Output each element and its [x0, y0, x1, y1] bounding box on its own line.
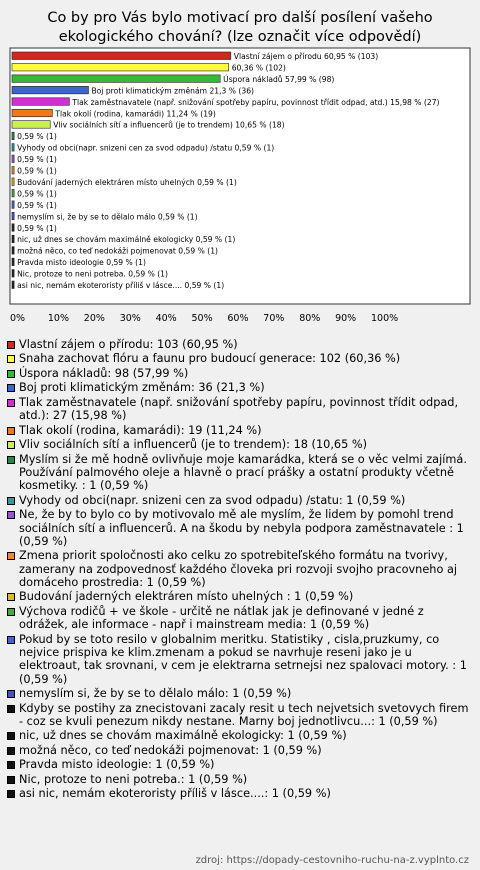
bar-label-3: Úspora nákladů 57,99 % (98) — [223, 74, 335, 84]
bar-1 — [12, 52, 231, 60]
x-tick-label: 20% — [83, 313, 105, 324]
bar-label-16: 0,59 % (1) — [17, 223, 57, 233]
legend-item — [6, 508, 472, 548]
legend-item — [6, 549, 472, 589]
bar-label-12: Budování jaderných elektráren místo uhelných 0,59 % (1) — [17, 177, 237, 187]
legend-swatch — [7, 761, 15, 769]
legend-item — [6, 438, 472, 451]
bar-8 — [12, 132, 14, 140]
legend-label: Pravda misto ideologie: 1 (0,59 %) — [19, 758, 215, 772]
legend-label: možná něco, co teď nedokáži pojmenovat: 1 (0,59 %) — [19, 743, 322, 757]
x-tick-label: 10% — [47, 313, 70, 324]
legend — [6, 338, 472, 802]
x-tick-label: 40% — [155, 313, 177, 324]
bar-7 — [12, 121, 50, 129]
bar-5 — [12, 98, 69, 106]
chart-title: Co by pro Vás bylo motivací pro další posílení vašeho ekologického chování? (lze označit více odpovědí) — [47, 10, 433, 45]
bar-19 — [12, 258, 14, 266]
legend-swatch — [7, 456, 15, 464]
legend-swatch — [7, 705, 15, 713]
bar-label-19: Pravda misto ideologie 0,59 % (1) — [17, 258, 146, 268]
legend-item — [6, 605, 472, 632]
legend-swatch — [7, 441, 15, 449]
bar-label-17: nic, už dnes se chovám maximálně ekologicky 0,59 % (1) — [17, 235, 236, 245]
bar-label-20: Nic, protoze to neni potreba. 0,59 % (1) — [17, 269, 168, 279]
legend-swatch — [7, 341, 15, 349]
x-tick-label: 30% — [119, 313, 141, 324]
bar-10 — [12, 155, 14, 163]
x-tick-label: 100% — [371, 313, 399, 324]
bar-label-9: Vyhody od obci(napr. snizeni cen za svod odpadu) /statu 0,59 % (1) — [17, 143, 275, 153]
legend-swatch — [7, 370, 15, 378]
legend-swatch — [7, 497, 15, 505]
legend-label: nic, už dnes se chovám maximálně ekologicky: 1 (0,59 %) — [19, 729, 347, 743]
legend-label: Výchova rodičů + ve škole - určitě ne nátlak jak je definované v jedné z odrážek, ale informace - např i mainstream media: 1 (0,59 %) — [19, 604, 424, 632]
legend-item — [6, 381, 472, 394]
legend-swatch — [7, 427, 15, 435]
x-tick-label: 0% — [10, 313, 26, 324]
legend-swatch — [7, 593, 15, 601]
legend-swatch — [7, 399, 15, 407]
legend-label: asi nic, nemám ekoteroristy příliš v lásce....: 1 (0,59 %) — [19, 787, 331, 801]
legend-swatch — [7, 732, 15, 740]
legend-swatch — [7, 747, 15, 755]
legend-label: Nic, protoze to neni potreba.: 1 (0,59 %) — [19, 772, 248, 786]
legend-item — [6, 494, 472, 507]
legend-label: Vlastní zájem o přírodu: 103 (60,95 %) — [19, 338, 238, 351]
legend-label: Ne, že by to bylo co by motivovalo mě ale myslím, že lidem by pomohl trend sociálních sítí a influencerů. A na škodu by nebyla podpora zaměstnavatele : 1 (0,59 %) — [19, 508, 464, 548]
bar-label-21: asi nic, nemám ekoteroristy příliš v lásce.... 0,59 % (1) — [17, 281, 225, 290]
bar-13 — [12, 189, 14, 197]
legend-item — [6, 453, 472, 493]
legend-label: Snaha zachovat flóru a faunu pro budoucí generace: 102 (60,36 %) — [19, 352, 401, 366]
legend-item — [6, 758, 472, 771]
bar-11 — [12, 167, 14, 175]
bar-label-10: 0,59 % (1) — [17, 155, 57, 165]
bar-12 — [12, 178, 14, 186]
legend-label: Tlak okolí (rodina, kamarádi): 19 (11,24 %) — [19, 423, 262, 437]
bar-label-8: 0,59 % (1) — [17, 132, 57, 142]
x-tick-label: 80% — [299, 313, 321, 324]
bar-chart — [0, 0, 480, 330]
legend-item — [6, 424, 472, 437]
bar-15 — [12, 212, 14, 220]
bar-3 — [12, 75, 220, 83]
bar-6 — [12, 109, 52, 117]
bar-label-2: 60,36 % (102) — [231, 63, 286, 73]
legend-label: Úspora nákladů: 98 (57,99 %) — [19, 366, 189, 380]
legend-swatch — [7, 636, 15, 644]
legend-label: Kdyby se postihy za znecistovani zacaly resit u tech nejvetsich svetovych firem - coz se kvuli penezum nikdy nestane. Marny boj jednotlivcu...: 1 (0,59 %) — [19, 701, 469, 728]
legend-label: Boj proti klimatickým změnám: 36 (21,3 %) — [19, 381, 265, 395]
legend-swatch — [7, 355, 15, 363]
legend-swatch — [7, 552, 15, 560]
legend-label: Budování jaderných elektráren místo uhelných : 1 (0,59 %) — [19, 590, 354, 604]
legend-swatch — [7, 690, 15, 698]
legend-item — [6, 396, 472, 423]
legend-label: Pokud by se toto resilo v globalnim meritku. Statistiky , cisla,pruzkumy, co nejvice prispiva ke klim.zmenam a pokud se navrhuje reseni jako je u elektroaut, tak srovnani, v cem je elektrarna setrnejsi nez spalovaci motory. : 1 (0,59 %) — [19, 632, 467, 686]
legend-item — [6, 338, 472, 351]
bar-label-1: Vlastní zájem o přírodu 60,95 % (103) — [233, 52, 379, 61]
bar-label-18: možná něco, co teď nedokáži pojmenovat 0,59 % (1) — [17, 246, 219, 256]
legend-label: Vyhody od obci(napr. snizeni cen za svod odpadu) /statu: 1 (0,59 %) — [19, 493, 406, 507]
legend-item — [6, 744, 472, 757]
bar-16 — [12, 224, 14, 232]
legend-label: Tlak zaměstnavatele (např. snižování spotřeby papíru, povinnost třídit odpad, atd.): 27 (15,98 %) — [19, 395, 459, 423]
legend-item — [6, 773, 472, 786]
legend-swatch — [7, 511, 15, 519]
legend-swatch — [7, 384, 15, 392]
legend-item — [6, 367, 472, 380]
x-tick-label: 60% — [227, 313, 249, 324]
legend-swatch — [7, 776, 15, 784]
x-tick-label: 50% — [191, 313, 213, 324]
legend-label: Myslím si že mě hodně ovlivňuje moje kamarádka, která se o věc velmi zajímá. Používání palmového oleje a hlavně o prací prášky a ostatní produkty včetně kosmetiky. : 1 (0,59 %) — [19, 452, 467, 493]
legend-swatch — [7, 608, 15, 616]
legend-swatch — [7, 790, 15, 798]
legend-label: Zmena priorit spoločnosti ako celku zo spotrebiteľského formátu na tvorivy, zamerany na zodpovednosť každého človeka pri rozvoji svojho pracovneho aj domáceho prostredia: 1 (0,59 %) — [19, 549, 458, 589]
bar-17 — [12, 235, 14, 243]
source-note: zdroj: https://dopady-cestovniho-ruchu-na-z.vyplnto.cz — [195, 855, 469, 866]
x-tick-label: 90% — [335, 313, 357, 324]
bar-label-6: Tlak okolí (rodina, kamarádi) 11,24 % (19) — [55, 109, 216, 119]
bar-18 — [12, 247, 14, 255]
bar-label-7: Vliv sociálních sítí a influencerů (je to trendem) 10,65 % (18) — [53, 120, 285, 130]
legend-item — [6, 687, 472, 700]
bar-label-4: Boj proti klimatickým změnám 21,3 % (36) — [91, 86, 255, 96]
bar-4 — [12, 86, 88, 94]
legend-item — [6, 787, 472, 800]
bar-label-5: Tlak zaměstnavatele (např. snižování spotřeby papíru, povinnost třídit odpad, atd.) 15,98 % (27) — [72, 97, 440, 107]
legend-label: Vliv sociálních sítí a influencerů (je to trendem): 18 (10,65 %) — [19, 438, 368, 452]
bar-label-14: 0,59 % (1) — [17, 200, 57, 210]
bar-9 — [12, 144, 14, 152]
legend-item — [6, 633, 472, 686]
bar-21 — [12, 281, 14, 289]
x-tick-label: 70% — [263, 313, 285, 324]
bar-2 — [12, 63, 229, 70]
bar-label-13: 0,59 % (1) — [17, 189, 57, 199]
legend-item — [6, 352, 472, 365]
bar-20 — [12, 270, 14, 278]
bar-label-15: nemyslím si, že by se to dělalo málo 0,59 % (1) — [17, 212, 198, 222]
legend-label: nemyslím si, že by se to dělalo málo: 1 (0,59 %) — [19, 687, 292, 701]
legend-item — [6, 702, 472, 729]
bar-14 — [12, 201, 14, 209]
legend-item — [6, 729, 472, 742]
legend-item — [6, 590, 472, 603]
bar-label-11: 0,59 % (1) — [17, 166, 57, 176]
